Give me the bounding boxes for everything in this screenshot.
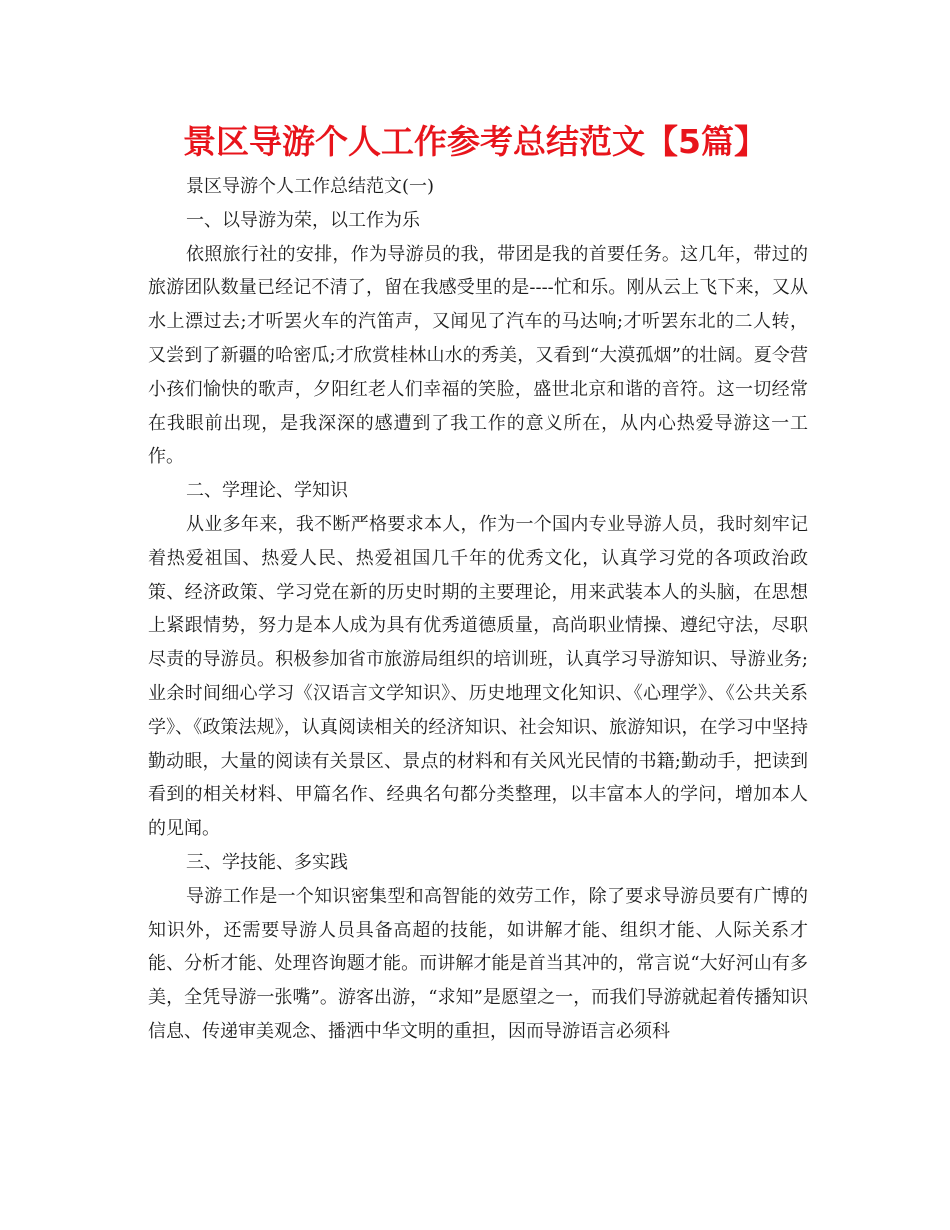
body-paragraph: 导游工作是一个知识密集型和高智能的效劳工作，除了要求导游员要有广博的知识外，还需要导游人员具备高超的技能，如讲解才能、组织才能、人际关系才能、分析才能、处理咨询题才能。而讲解才能是首当其冲的，常言说“大好河山有多美，全凭导游一张嘴”。游客出游，“求知”是愿望之一，而我们导游就起着传播知识信息、传递审美观念、播洒中华文明的重担，因而导游语言必须科: [148, 885, 808, 1042]
section-heading: 二、学理论、学知识: [186, 480, 348, 502]
document-title: 景区导游个人工作参考总结范文【5篇】: [183, 122, 767, 161]
section-heading: 一、以导游为荣，以工作为乐: [186, 209, 420, 231]
body-paragraph: 从业多年来，我不断严格要求本人，作为一个国内专业导游人员，我时刻牢记着热爱祖国、热爱人民、热爱祖国几千年的优秀文化，认真学习党的各项政治政策、经济政策、学习党在新的历史时期的主要理论，用来武装本人的头脑，在思想上紧跟情势，努力是本人成为具有优秀道德质量，高尚职业情操、遵纪守法，尽职尽责的导游员。积极参加省市旅游局组织的培训班，认真学习导游知识、导游业务;业余时间细心学习《汉语言文学知识》、历史地理文化知识、《心理学》、《公共关系学》、《政策法规》，认真阅读相关的经济知识、社会知识、旅游知识，在学习中坚持勤动眼，大量的阅读有关景区、景点的材料和有关风光民情的书籍;勤动手，把读到看到的相关材料、甲篇名作、经典名句都分类整理，以丰富本人的学问，增加本人的见闻。: [148, 513, 808, 840]
section-heading: 三、学技能、多实践: [186, 851, 348, 873]
subtitle-paragraph: 景区导游个人工作总结范文(一): [186, 176, 435, 197]
document-body: [148, 170, 808, 1049]
body-paragraph: 依照旅行社的安排，作为导游员的我，带团是我的首要任务。这几年，带过的旅游团队数量已经记不清了，留在我感受里的是----忙和乐。刚从云上飞下来，又从水上漂过去;才听罢火车的汽笛声，又闻见了汽车的马达响;才听罢东北的二人转，又尝到了新疆的哈密瓜;才欣赏桂林山水的秀美，又看到“大漠孤烟”的壮阔。夏令营小孩们愉快的歌声，夕阳红老人们幸福的笑脸，盛世北京和谐的音符。这一切经常在我眼前出现，是我深深的感遭到了我工作的意义所在，从内心热爱导游这一工作。: [148, 243, 808, 468]
